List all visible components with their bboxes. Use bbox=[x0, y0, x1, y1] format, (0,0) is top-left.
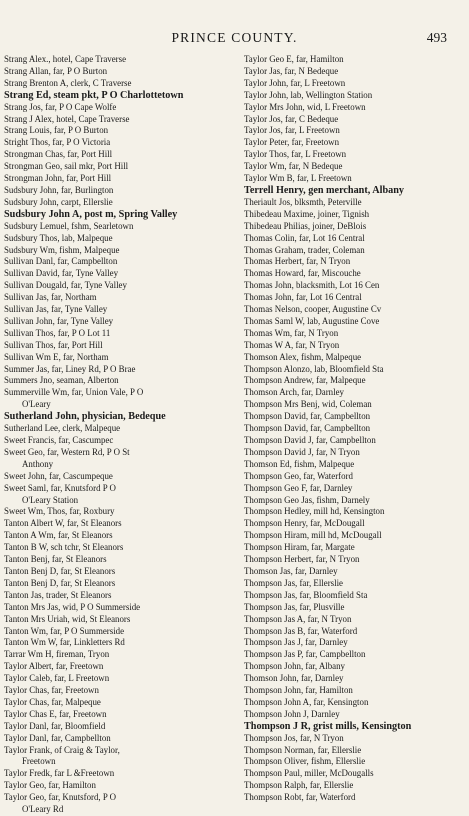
directory-entry: Thompson Norman, far, Ellerslie bbox=[244, 744, 362, 755]
directory-entry: Thompson J R, grist mills, Kensington bbox=[244, 720, 412, 732]
directory-entry: Thompson Geo, far, Waterford bbox=[244, 470, 353, 481]
directory-entry: Thompson Geo Jas, fishm, Darnely bbox=[244, 494, 370, 505]
directory-entry: Taylor Chas, far, Freetown bbox=[4, 685, 99, 696]
directory-entry-continuation: O'Leary Rd bbox=[22, 804, 64, 815]
directory-entry: Thomson Alex, fishm, Malpeque bbox=[244, 351, 362, 362]
directory-entry: Strongman Geo, sail mkr, Port Hill bbox=[4, 161, 129, 172]
directory-entry: Thompson David, far, Campbellton bbox=[244, 411, 371, 422]
directory-entry: Tanton B W, sch tchr, St Eleanors bbox=[4, 542, 124, 553]
directory-entry: Thompson Hiram, far, Margate bbox=[244, 542, 355, 553]
directory-entry: Taylor John, far, L Freetown bbox=[244, 77, 346, 88]
directory-column-left bbox=[4, 54, 226, 816]
directory-entry: Summers Jno, seaman, Alberton bbox=[4, 375, 119, 386]
directory-entry: Tanton Mrs Jas, wid, P O Summerside bbox=[4, 601, 141, 612]
page-number: 493 bbox=[426, 30, 447, 45]
directory-entry: Taylor John, lab, Wellington Station bbox=[244, 89, 373, 100]
directory-entry: Taylor Mrs John, wid, L Freetown bbox=[244, 101, 366, 112]
directory-entry: Sweet Saml, far, Knutsford P O bbox=[4, 482, 116, 493]
directory-entry: Tanton Benj D, far, St Eleanors bbox=[4, 577, 116, 588]
directory-entry: Sullivan Danl, far, Campbellton bbox=[4, 256, 118, 267]
page-header bbox=[0, 30, 469, 50]
directory-entry: Strang Jos, far, P O Cape Wolfe bbox=[4, 101, 117, 112]
directory-entry: Thompson Jas A, far, N Tryon bbox=[244, 613, 352, 624]
directory-entry: Thompson Hiram, mill hd, McDougall bbox=[244, 530, 382, 541]
directory-entry: Taylor Fredk, far L &Freetown bbox=[4, 768, 115, 779]
directory-entry: Taylor Danl, far, Bloomfield bbox=[4, 720, 106, 731]
directory-entry: Thomas Colin, far, Lot 16 Central bbox=[244, 232, 365, 243]
directory-entry: Thompson David J, far, Campbellton bbox=[244, 435, 376, 445]
directory-entry: Sudsbury John A, post m, Spring Valley bbox=[4, 208, 178, 220]
directory-entry: Sullivan Thos, far, Port Hill bbox=[4, 339, 103, 350]
directory-entry: Taylor Frank, of Craig & Taylor, bbox=[4, 744, 120, 755]
directory-entry: Thomson Arch, far, Darnley bbox=[244, 387, 344, 398]
directory-entry: Thomson John, far, Darnley bbox=[244, 673, 344, 684]
directory-entry: Summer Jas, far, Liney Rd, P O Brae bbox=[4, 363, 136, 374]
directory-entry: Stright Thos, far, P O Victoria bbox=[4, 137, 111, 148]
directory-entry: Strang Louis, far, P O Burton bbox=[4, 125, 109, 136]
directory-entry: Sudsbury Wm, fishm, Malpeque bbox=[4, 244, 120, 255]
directory-entry: Tanton Wm, far, P O Summerside bbox=[4, 625, 125, 636]
directory-entry: Sudsbury Lemuel, fshm, Searletown bbox=[4, 220, 134, 231]
directory-entry: Strang Ed, steam pkt, P O Charlottetown bbox=[4, 89, 184, 101]
directory-entry: Sweet Geo, far, Western Rd, P O St bbox=[4, 446, 130, 457]
directory-entry: Thompson Herbert, far, N Tryon bbox=[244, 554, 360, 565]
directory-entry: Thomas John, blacksmith, Lot 16 Cen bbox=[244, 280, 380, 291]
directory-entry: Thompson Henry, far, McDougall bbox=[244, 518, 365, 529]
directory-entry: Strang Brenton A, clerk, C Traverse bbox=[4, 77, 132, 88]
directory-entry: Tanton Wm W, far, Linkletters Rd bbox=[4, 637, 125, 648]
directory-entry: Strang J Alex, hotel, Cape Traverse bbox=[4, 113, 130, 124]
directory-entry: Summerville Wm, far, Union Vale, P O bbox=[4, 387, 144, 398]
directory-entry: Terrell Henry, gen merchant, Albany bbox=[244, 184, 404, 196]
directory-entry: Thomas W A, far, N Tryon bbox=[244, 339, 340, 350]
directory-entry: Taylor Thos, far, L Freetown bbox=[244, 149, 347, 160]
directory-entry: Thompson David J, far, N Tryon bbox=[244, 446, 360, 457]
directory-entry: Tanton Mrs Uriah, wid, St Eleanors bbox=[4, 613, 131, 624]
directory-entry: Thomson Jas, far, Darnley bbox=[244, 565, 338, 576]
directory-entry: Thibedeau Philias, joiner, DeBlois bbox=[244, 220, 367, 231]
directory-entry: Sullivan Wm E, far, Northam bbox=[4, 351, 109, 362]
directory-entry: Thibedeau Maxime, joiner, Tignish bbox=[244, 208, 370, 219]
directory-entry: Sullivan David, far, Tyne Valley bbox=[4, 268, 119, 279]
directory-entry: Thompson Jas P, far, Campbellton bbox=[244, 649, 366, 660]
directory-entry: Tanton Benj D, far, St Eleanors bbox=[4, 565, 116, 576]
directory-entry: Thomas Herbert, far, N Tryon bbox=[244, 256, 351, 267]
directory-entry: Taylor Albert, far, Freetown bbox=[4, 661, 104, 672]
directory-entry: Taylor Danl, far, Campbellton bbox=[4, 732, 111, 743]
directory-entry: Taylor Peter, far, Freetown bbox=[244, 137, 340, 148]
directory-entry: Sullivan John, far, Tyne Valley bbox=[4, 315, 114, 326]
directory-entry: Tanton Benj, far, St Eleanors bbox=[4, 554, 107, 565]
directory-entry: Sweet John, far, Cascumpeque bbox=[4, 470, 113, 481]
directory-entry: Sweet Francis, far, Cascumpec bbox=[4, 435, 114, 445]
directory-entry: Thomas John, far, Lot 16 Central bbox=[244, 292, 362, 303]
directory-entry-continuation: Anthony bbox=[22, 458, 54, 469]
directory-entry: Taylor Geo, far, Hamilton bbox=[4, 780, 96, 791]
directory-entry: Thompson Mrs Benj, wid, Coleman bbox=[244, 399, 372, 410]
directory-entry: Tarrar Wm H, fireman, Tryon bbox=[4, 649, 110, 660]
directory-entry: Thompson Geo F, far, Darnley bbox=[244, 482, 353, 493]
directory-entry: Sudsbury Thos, lab, Malpeque bbox=[4, 232, 113, 243]
directory-entry: Thomas Howard, far, Miscouche bbox=[244, 268, 361, 279]
page-title: PRINCE COUNTY. bbox=[171, 30, 298, 45]
directory-entry: Thompson John A, far, Kensington bbox=[244, 696, 369, 707]
directory-entry: Sutherland Lee, clerk, Malpeque bbox=[4, 423, 121, 434]
directory-entry: Taylor Geo E, far, Hamilton bbox=[244, 54, 344, 64]
directory-entry: Strang Allan, far, P O Burton bbox=[4, 65, 108, 76]
directory-entry: Thompson Ralph, far, Ellerslie bbox=[244, 780, 354, 791]
directory-entry: Thompson David, far, Campbellton bbox=[244, 423, 371, 434]
directory-entry: Sutherland John, physician, Bedeque bbox=[4, 411, 166, 423]
directory-entry: Strongman Chas, far, Port Hill bbox=[4, 149, 113, 160]
directory-entry: Taylor Jos, far, L Freetown bbox=[244, 125, 340, 136]
directory-entry: Taylor Chas, far, Malpeque bbox=[4, 696, 101, 707]
directory-entry: Thompson John, far, Hamilton bbox=[244, 685, 353, 696]
directory-entry: Taylor Geo, far, Knutsford, P O bbox=[4, 792, 117, 803]
directory-entry: Thompson Andrew, far, Malpeque bbox=[244, 375, 366, 386]
directory-entry: Taylor Jas, far, N Bedeque bbox=[244, 65, 339, 76]
directory-entry: Sullivan Thos, far, P O Lot 11 bbox=[4, 327, 111, 338]
directory-entry: Thompson Robt, far, Waterford bbox=[244, 792, 356, 803]
directory-entry: Sudsbury John, far, Burlington bbox=[4, 184, 114, 195]
directory-entry: Thompson Jas, far, Plusville bbox=[244, 601, 345, 612]
directory-entry: Thomas Graham, trader, Coleman bbox=[244, 244, 365, 255]
directory-entry: Thompson John J, Darnley bbox=[244, 708, 340, 719]
directory-column-right bbox=[244, 54, 466, 804]
directory-entry-continuation: Freetown bbox=[22, 756, 56, 767]
directory-entry: Thomson Ed, fishm, Malpeque bbox=[244, 458, 355, 469]
directory-entry: Thompson Hedley, mill hd, Kensington bbox=[244, 506, 385, 517]
directory-entry: Taylor Caleb, far, L Freetown bbox=[4, 673, 110, 684]
directory-entry: Thompson Paul, miller, McDougalls bbox=[244, 768, 374, 779]
directory-entry: Tanton Jas, trader, St Eleanors bbox=[4, 589, 112, 600]
directory-entry: Thompson Jas B, far, Waterford bbox=[244, 625, 358, 636]
directory-entry: Taylor Jos, far, C Bedeque bbox=[244, 113, 339, 124]
directory-entry: Tanton A Wm, far, St Eleanors bbox=[4, 530, 113, 541]
directory-entry: Thompson Jos, far, N Tryon bbox=[244, 732, 344, 743]
directory-entry: Taylor Wm B, far, L Freetown bbox=[244, 173, 352, 184]
directory-entry-continuation: O'Leary Station bbox=[22, 494, 79, 505]
directory-entry: Strongman John, far, Port Hill bbox=[4, 173, 112, 184]
directory-entry: Sullivan Jas, far, Northam bbox=[4, 292, 97, 303]
directory-entry: Sullivan Dougald, far, Tyne Valley bbox=[4, 280, 127, 291]
directory-entry: Thompson Alonzo, lab, Bloomfield Sta bbox=[244, 363, 384, 374]
directory-entry: Thomas Wm, far, N Tryon bbox=[244, 327, 339, 338]
directory-entry: Sudsbury John, carpt, Ellerslie bbox=[4, 196, 113, 207]
directory-entry: Thompson Jas, far, Ellerslie bbox=[244, 577, 343, 588]
directory-entry: Thompson Jas J, far, Darnley bbox=[244, 637, 348, 648]
directory-entry: Theriault Jos, blksmth, Peterville bbox=[244, 196, 362, 207]
directory-entry: Thompson Jas, far, Bloomfield Sta bbox=[244, 589, 368, 600]
directory-entry: Strang Alex., hotel, Cape Traverse bbox=[4, 54, 127, 64]
directory-entry: Taylor Wm, far, N Bedeque bbox=[244, 161, 343, 172]
directory-entry-continuation: O'Leary bbox=[22, 399, 51, 410]
directory-entry: Thomas Saml W, lab, Augustine Cove bbox=[244, 315, 380, 326]
directory-entry: Thompson Oliver, fishm, Ellerslie bbox=[244, 756, 366, 767]
directory-entry: Tanton Albert W, far, St Eleanors bbox=[4, 518, 122, 529]
directory-entry: Taylor Chas E, far, Freetown bbox=[4, 708, 107, 719]
directory-entry: Sweet Wm, Thos, far, Roxbury bbox=[4, 506, 115, 517]
directory-entry: Thompson John, far, Albany bbox=[244, 661, 345, 672]
directory-entry: Sullivan Jas, far, Tyne Valley bbox=[4, 304, 108, 315]
directory-entry: Thomas Nelson, cooper, Augustine Cv bbox=[244, 304, 382, 315]
